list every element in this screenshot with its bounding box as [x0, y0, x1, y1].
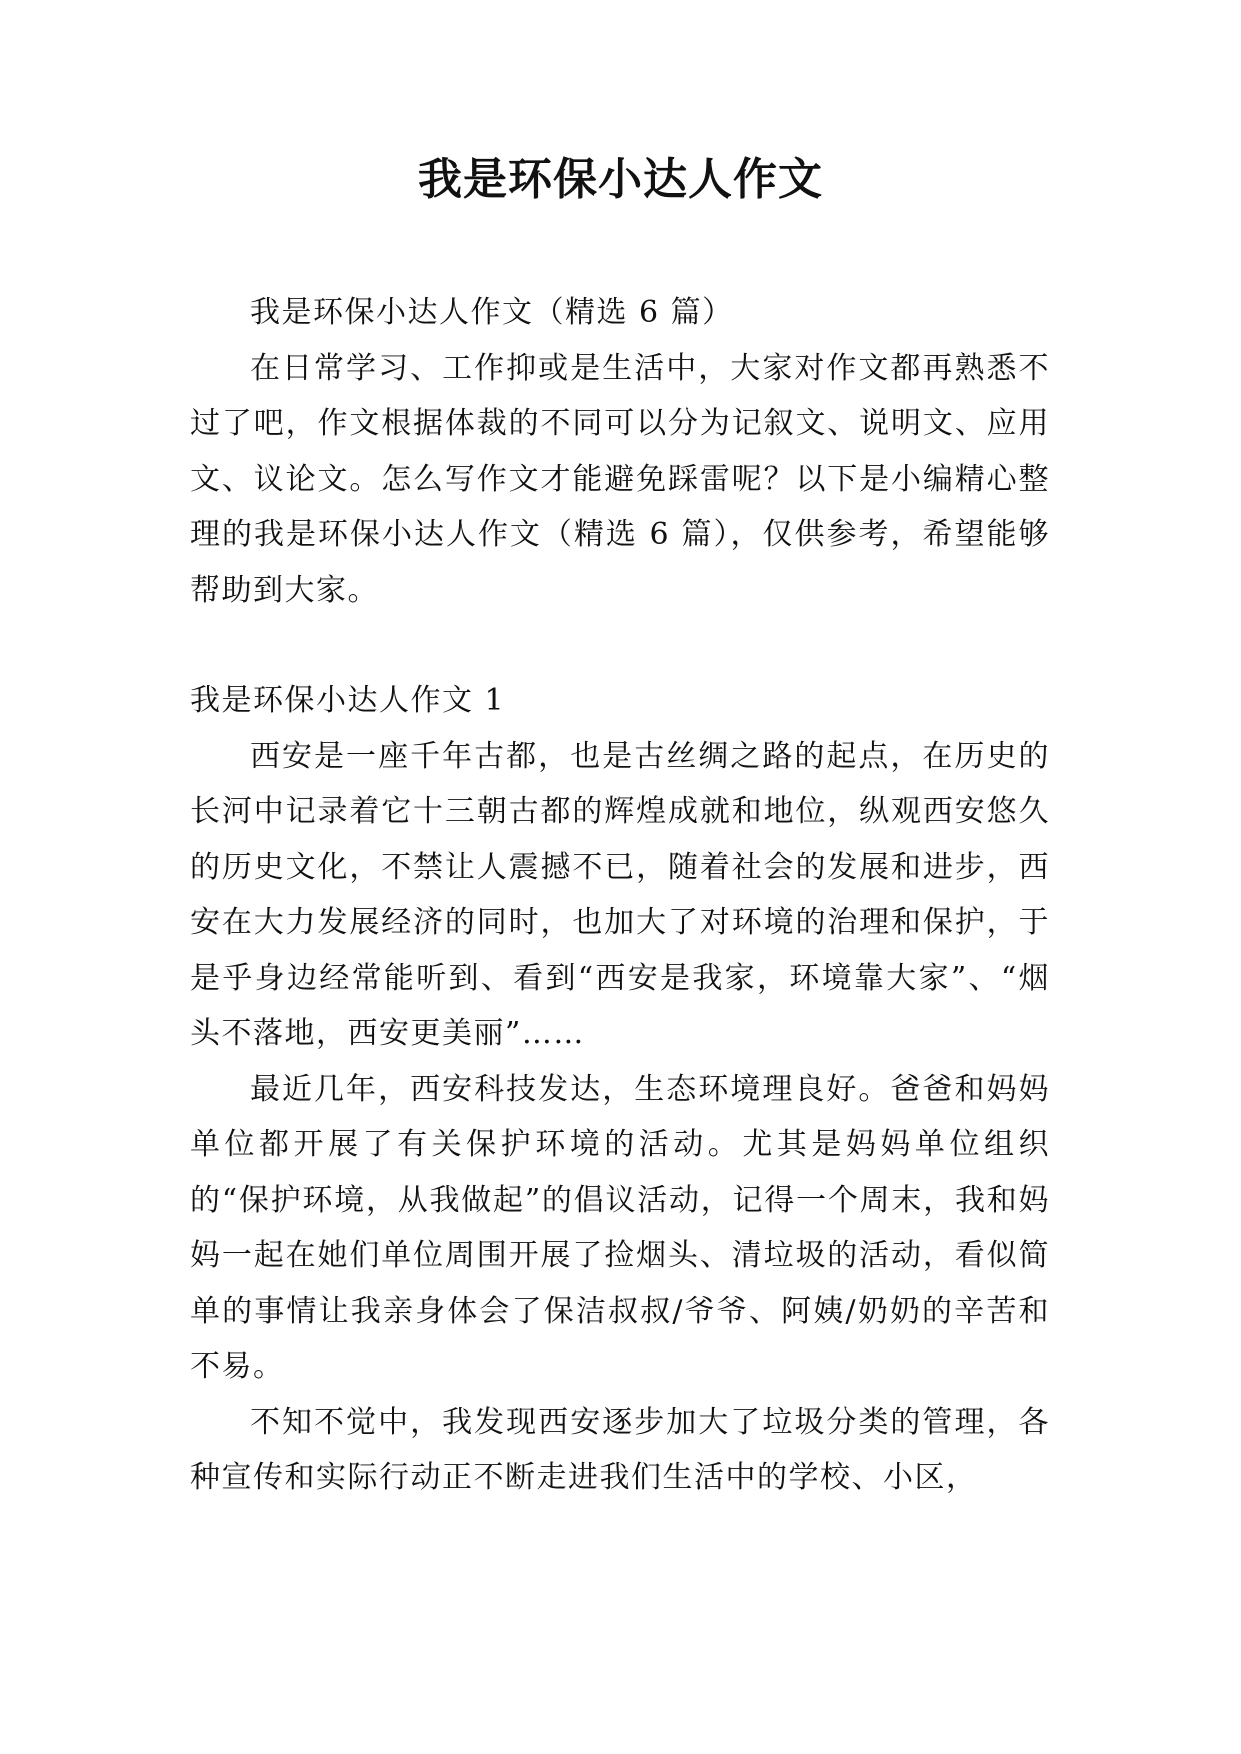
section-paragraph: 西安是一座千年古都，也是古丝绸之路的起点，在历史的长河中记录着它十三朝古都的辉煌成就和地位，纵观西安悠久的历史文化，不禁让人震撼不已，随着社会的发展和进步，西安在大力发展经济的同时，也加大了对环境的治理和保护，于是乎身边经常能听到、看到“西安是我家，环境靠大家”、“烟头不落地，西安更美丽”……	[190, 738, 1050, 1051]
document-subtitle: 我是环保小达人作文（精选 6 篇）	[250, 295, 734, 330]
intro-paragraph: 在日常学习、工作抑或是生活中，大家对作文都再熟悉不过了吧，作文根据体裁的不同可以分为记叙文、说明文、应用文、议论文。怎么写作文才能避免踩雷呢？以下是小编精心整理的我是环保小达人作文（精选 6 篇），仅供参考，希望能够帮助到大家。	[190, 350, 1050, 608]
section-paragraph: 不知不觉中，我发现西安逐步加大了垃圾分类的管理，各种宣传和实际行动正不断走进我们生活中的学校、小区，	[190, 1404, 1050, 1495]
document-title: 我是环保小达人作文	[418, 154, 823, 205]
document-body	[190, 285, 1050, 1506]
section-paragraph: 最近几年，西安科技发达，生态环境理良好。爸爸和妈妈单位都开展了有关保护环境的活动。尤其是妈妈单位组织的“保护环境，从我做起”的倡议活动，记得一个周末，我和妈妈一起在她们单位周围开展了捡烟头、清垃圾的活动，看似简单的事情让我亲身体会了保洁叔叔/爷爷、阿姨/奶奶的辛苦和不易。	[190, 1071, 1050, 1384]
section-heading: 我是环保小达人作文 1	[190, 683, 506, 718]
